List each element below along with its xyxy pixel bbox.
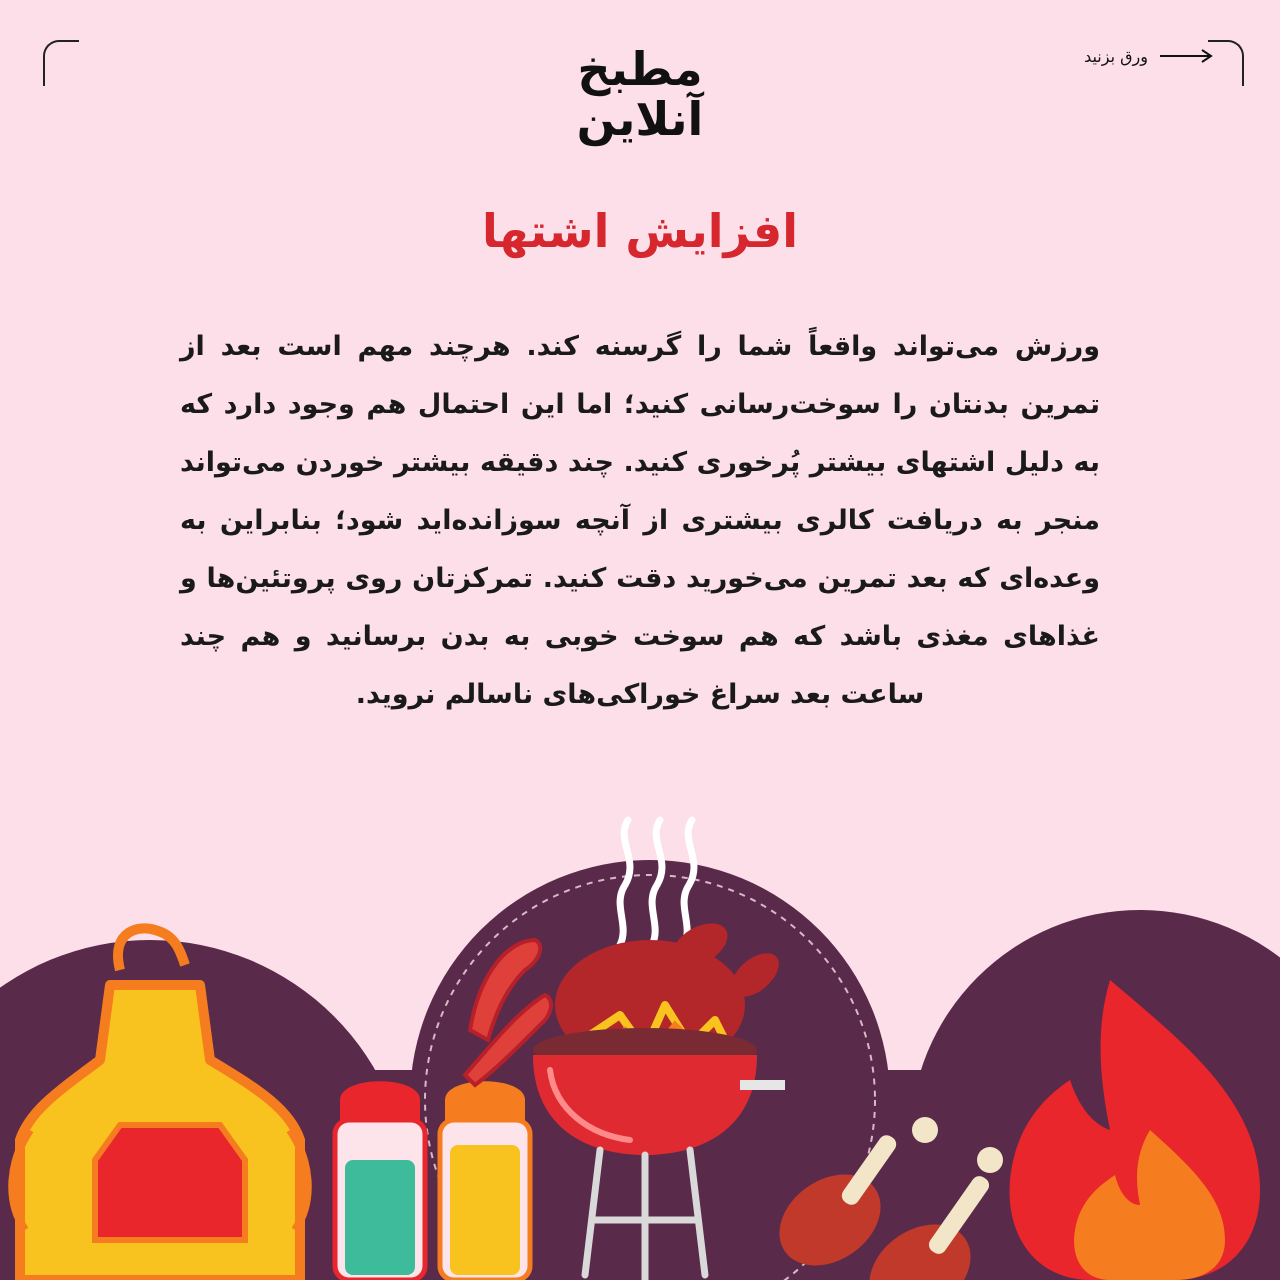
bbq-illustration	[0, 800, 1280, 1280]
pepper-shaker-icon	[440, 1081, 530, 1280]
article-title: افزایش اشتها	[481, 204, 798, 258]
brand-logo	[0, 44, 1280, 144]
logo-line-1: مطبخ	[577, 42, 703, 96]
swipe-label: ورق بزنید	[1084, 46, 1148, 66]
logo-line-2: آنلاین	[576, 92, 704, 146]
article-body: ورزش می‌تواند واقعاً شما را گرسنه کند. هرچند مهم است بعد از تمرین بدنتان را سوخت‌رسانی کنید؛ اما این احتمال هم وجود دارد که به دلیل اشتهای بیشتر پُرخوری کنید. چند دقیقه بیشتر خوردن می‌تواند منجر به دریافت کالری بیشتری از آنچه سوزانده‌اید شود؛ بنابراین به وعده‌ای که بعد تمرین می‌خورید دقت کنید. تمرکزتان روی پروتئین‌ها و غذاهای مغذی باشد که هم سوخت خوبی به بدن برسانید و هم چند ساعت بعد سراغ خوراکی‌های ناسالم نروید.	[180, 331, 1100, 710]
salt-shaker-icon	[335, 1081, 425, 1280]
